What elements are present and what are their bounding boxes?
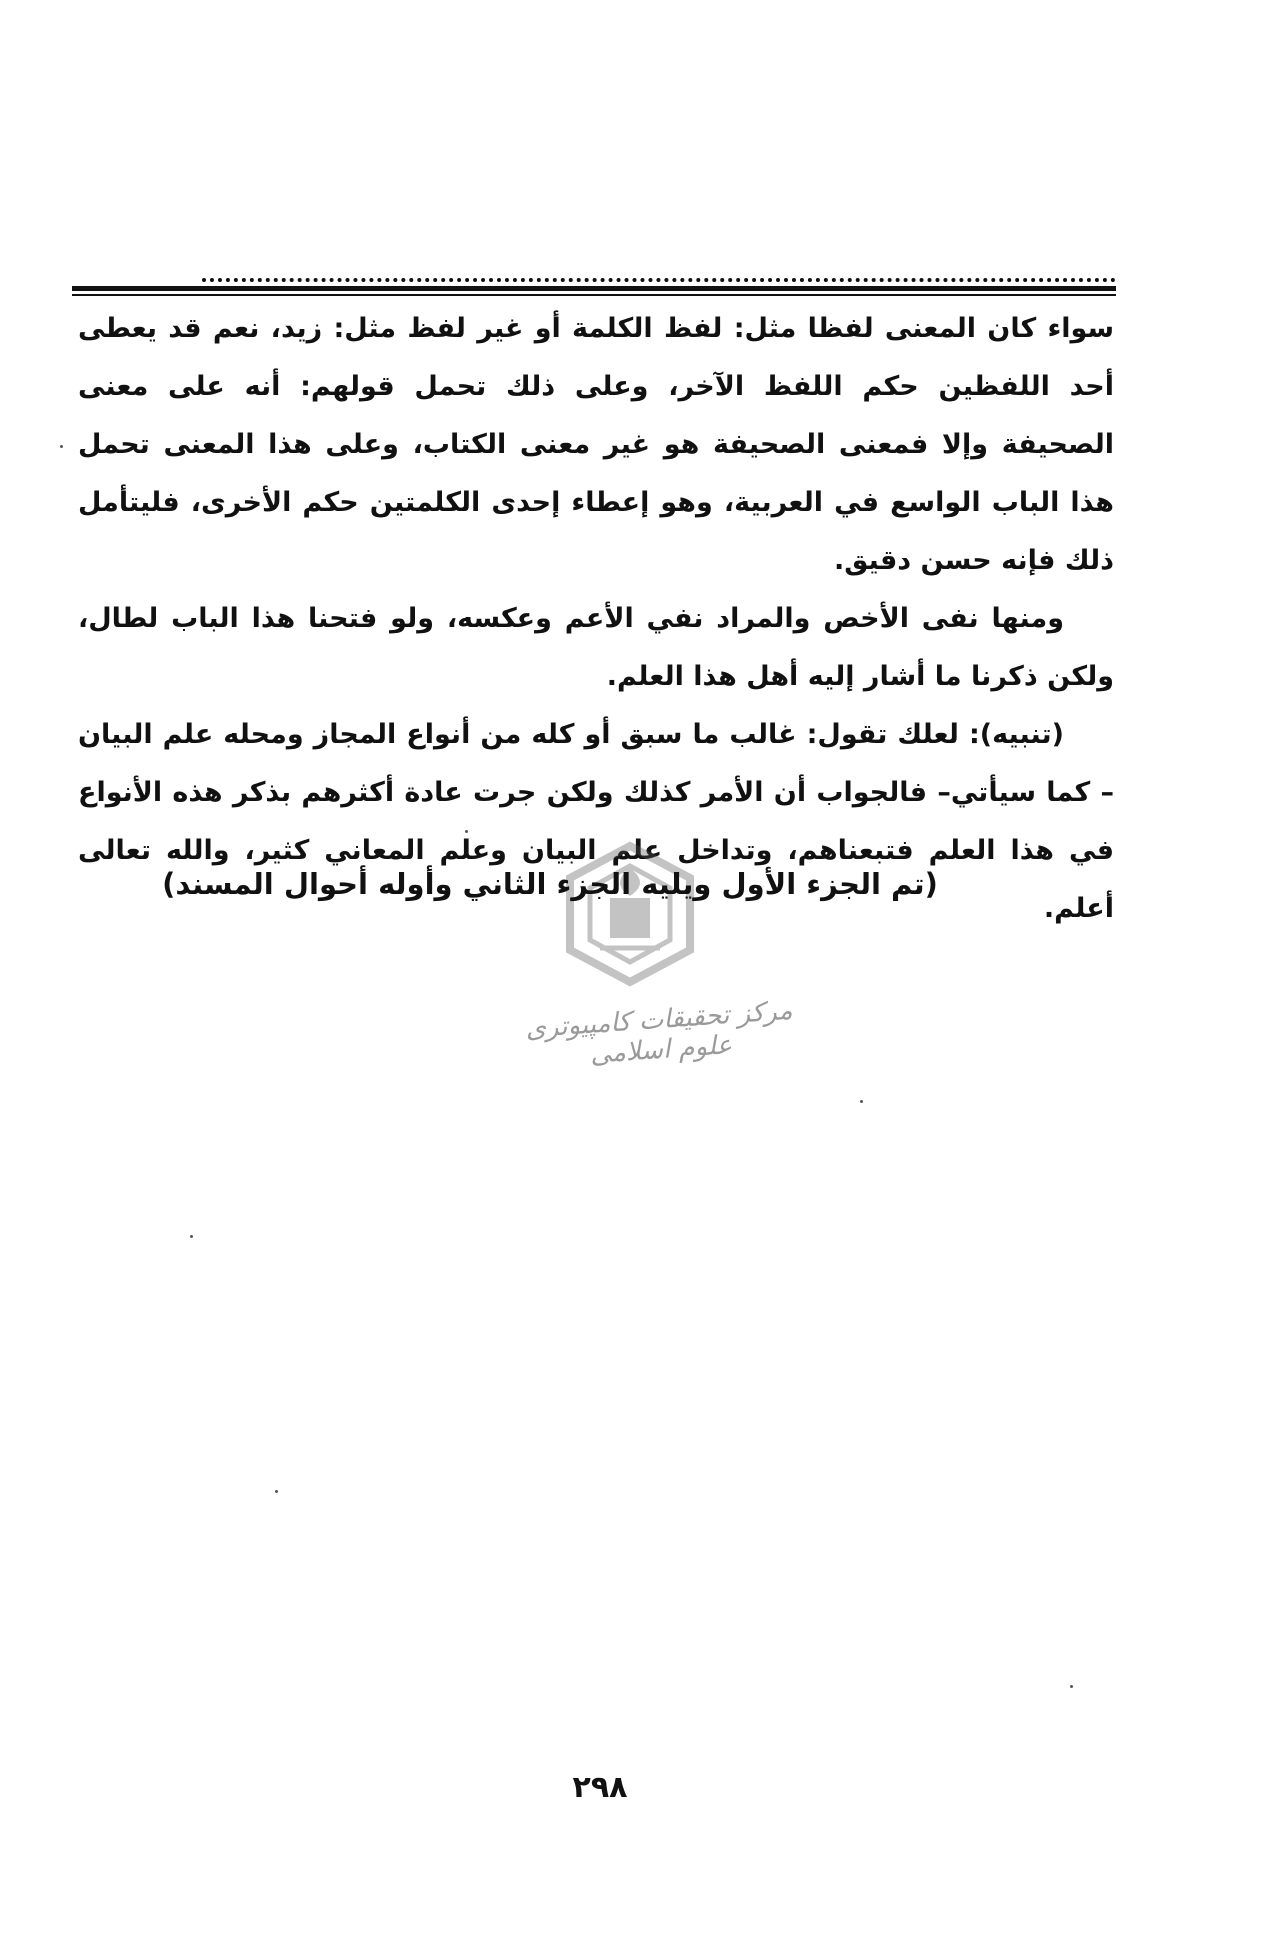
header-rule: [72, 278, 1116, 298]
note-term: (تنبيه):: [968, 719, 1064, 750]
watermark-text: مرکز تحقیقات کامپیوتری علوم اسلامی: [524, 995, 794, 1070]
scan-speck: [860, 1100, 863, 1103]
thick-rule: [72, 286, 1116, 291]
scan-speck: [275, 1490, 278, 1493]
scan-speck: [60, 445, 63, 448]
paragraph-2: ومنها نفى الأخص والمراد نفي الأعم وعكسه، ولو فتحنا هذا الباب لطال، ولكن ذكرنا ما أشار إليه أهل هذا العلم.: [78, 603, 1114, 692]
paragraph-1: سواء كان المعنى لفظا مثل: لفظ الكلمة أو غير لفظ مثل: زيد، نعم قد يعطى أحد اللفظين حكم اللفظ الآخر، وعلى ذلك تحمل قولهم: أنه على معنى الصحيفة وإلا فمعنى الصحيفة هو غير معنى الكتاب، وعلى هذا المعنى تحمل هذا الباب الواسع في العربية، وهو إعطاء إحدى الكلمتين حكم الأخرى، فليتأمل ذلك فإنه حسن دقيق.: [78, 313, 1114, 576]
dotted-rule: [202, 278, 1116, 282]
scan-speck: [465, 830, 468, 833]
scan-speck: [1070, 1685, 1073, 1688]
volume-closing-note: (تم الجزء الأول ويليه الجزء الثاني وأوله أحوال المسند): [162, 867, 938, 901]
thin-rule: [72, 294, 1116, 296]
scan-speck: [190, 1235, 193, 1238]
seal-watermark-icon: [555, 838, 705, 988]
note-text: لعلك تقول: غالب ما سبق أو كله من أنواع المجاز ومحله علم البيان – كما سيأتي– فالجواب أن الأمر كذلك ولكن جرت عادة أكثرهم بذكر هذه الأنواع في هذا العلم فتبعناهم، وتداخل علم البيان وعلم المعاني كثير، والله تعالى أعلم.: [78, 719, 1114, 924]
page-number: ٢٩٨: [572, 1770, 628, 1805]
